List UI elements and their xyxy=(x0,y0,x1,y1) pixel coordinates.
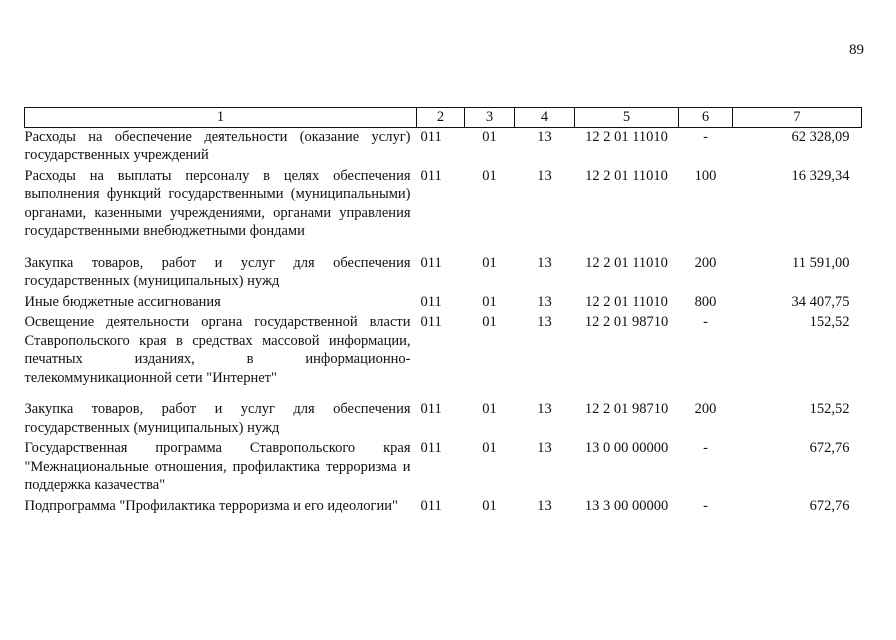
cell-col4: 13 xyxy=(537,128,552,145)
cell-col2: 011 xyxy=(420,293,442,310)
cell-col5: 12 2 01 11010 xyxy=(585,128,668,145)
cell-col6: - xyxy=(703,497,708,514)
expense-name: Иные бюджетные ассигнования xyxy=(24,293,221,310)
cell-col4: 13 xyxy=(537,293,552,310)
cell-col5: 12 2 01 11010 xyxy=(585,254,668,271)
table-row xyxy=(25,313,862,400)
column-header: 3 xyxy=(465,108,515,128)
cell-amount: 34 407,75 xyxy=(791,293,850,310)
table-body xyxy=(25,127,862,517)
cell-col2: 011 xyxy=(420,254,442,271)
table-row xyxy=(25,497,862,518)
cell-col5: 12 2 01 11010 xyxy=(585,293,668,310)
cell-col2: 011 xyxy=(420,440,442,456)
cell-col6: 100 xyxy=(694,167,717,184)
cell-col6: 200 xyxy=(694,401,717,417)
cell-col3: 01 xyxy=(482,293,497,310)
cell-col5: 12 2 01 11010 xyxy=(585,167,668,184)
expense-name: Подпрограмма "Профилактика терроризма и его идеологии" xyxy=(24,497,398,514)
column-header: 2 xyxy=(417,108,465,128)
cell-col3: 01 xyxy=(482,314,497,330)
cell-col4: 13 xyxy=(537,314,552,330)
table-row xyxy=(25,254,862,293)
cell-col6: - xyxy=(703,314,708,330)
cell-col3: 01 xyxy=(482,254,497,271)
page-number: 89 xyxy=(849,42,864,58)
cell-col2: 011 xyxy=(420,167,442,184)
column-header: 7 xyxy=(733,108,862,128)
expense-name: Закупка товаров, работ и услуг для обеспечения государственных (муниципальных) нужд xyxy=(24,401,411,436)
cell-amount: 11 591,00 xyxy=(792,254,850,271)
column-header: 4 xyxy=(515,108,575,128)
cell-amount: 672,76 xyxy=(809,497,850,514)
table-header-row xyxy=(25,108,862,128)
column-header: 1 xyxy=(25,108,417,128)
cell-amount: 62 328,09 xyxy=(791,128,850,145)
expense-name: Государственная программа Ставропольского края "Межнациональные отношения, профилактика терроризма и поддержка казачества" xyxy=(24,440,411,493)
cell-col6: - xyxy=(703,128,708,145)
cell-col6: - xyxy=(703,440,708,456)
table-row xyxy=(25,167,862,254)
cell-col4: 13 xyxy=(537,401,552,417)
cell-col3: 01 xyxy=(482,440,497,456)
cell-amount: 152,52 xyxy=(809,401,850,417)
cell-col3: 01 xyxy=(482,401,497,417)
expense-name: Закупка товаров, работ и услуг для обеспечения государственных (муниципальных) нужд xyxy=(24,254,411,289)
cell-col2: 011 xyxy=(420,128,442,145)
cell-col4: 13 xyxy=(537,167,552,184)
cell-col5: 13 3 00 00000 xyxy=(584,497,669,514)
cell-col2: 011 xyxy=(420,314,442,330)
cell-col5: 12 2 01 98710 xyxy=(584,401,669,417)
cell-col3: 01 xyxy=(482,128,497,145)
cell-col5: 13 0 00 00000 xyxy=(584,440,669,456)
cell-col6: 800 xyxy=(694,293,717,310)
cell-amount: 152,52 xyxy=(809,314,850,330)
cell-col6: 200 xyxy=(694,254,717,271)
cell-col4: 13 xyxy=(537,497,552,514)
cell-col4: 13 xyxy=(537,440,552,456)
cell-col4: 13 xyxy=(537,254,552,271)
table-row xyxy=(25,293,862,314)
expense-name: Расходы на обеспечение деятельности (оказание услуг) государственных учреждений xyxy=(24,128,411,163)
table-row xyxy=(25,439,862,497)
expense-name: Освещение деятельности органа государственной власти Ставропольского края в средствах массовой информации, печатных изданиях, в информационно-телекоммуникационной сети "Интернет" xyxy=(24,314,411,386)
column-header: 6 xyxy=(679,108,733,128)
table-row xyxy=(25,127,862,167)
cell-amount: 16 329,34 xyxy=(791,167,850,184)
cell-col2: 011 xyxy=(420,497,442,514)
column-header: 5 xyxy=(575,108,679,128)
budget-table xyxy=(24,107,862,517)
cell-col5: 12 2 01 98710 xyxy=(584,314,669,330)
cell-col3: 01 xyxy=(482,167,497,184)
cell-amount: 672,76 xyxy=(809,440,850,456)
cell-col2: 011 xyxy=(420,401,442,417)
table-row xyxy=(25,400,862,439)
cell-col3: 01 xyxy=(482,497,497,514)
expense-name: Расходы на выплаты персоналу в целях обеспечения выполнения функций государственными (муниципальными) органами, казенными учреждениями, органами управления государственными внебюджетными фондами xyxy=(24,167,411,239)
